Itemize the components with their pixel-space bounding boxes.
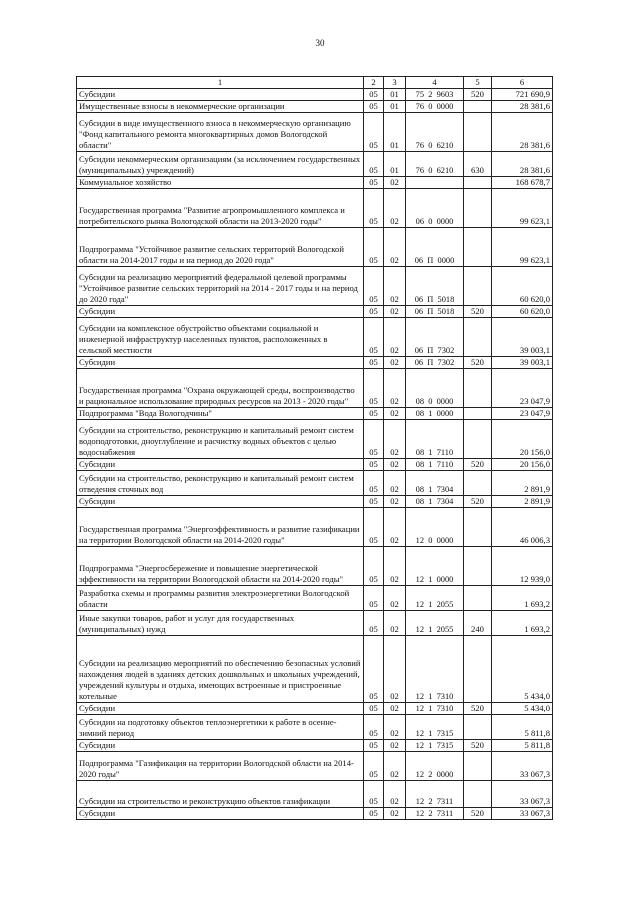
row-target-article-cell: 76 0 0000 xyxy=(406,101,464,113)
row-name-cell: Субсидии xyxy=(77,808,364,820)
row-expense-type-cell xyxy=(464,752,492,781)
row-target-article-cell: 12 1 7310 xyxy=(406,636,464,703)
row-amount-cell: 60 620,0 xyxy=(492,306,553,318)
row-amount-cell: 1 693,2 xyxy=(492,611,553,636)
row-target-article-cell: 12 1 7315 xyxy=(406,715,464,740)
row-expense-type-cell xyxy=(464,715,492,740)
row-section-cell: 05 xyxy=(364,306,384,318)
row-name-cell: Подпрограмма "Устойчивое развитие сельских территорий Вологодской области на 2014-2017 годы и на период до 2020 года" xyxy=(77,228,364,267)
row-target-article-cell: 06 П 7302 xyxy=(406,318,464,357)
row-expense-type-cell: 520 xyxy=(464,740,492,752)
row-name-cell: Субсидии на строительство, реконструкцию и капитальный ремонт систем отведения сточных вод xyxy=(77,471,364,496)
row-name-cell: Государственная программа "Энергоэффективность и развитие газификации на территории Вологодской области на 2014-2020 годы" xyxy=(77,508,364,547)
row-subsection-cell: 02 xyxy=(384,752,406,781)
table-row xyxy=(77,408,553,420)
row-target-article-cell: 06 П 0000 xyxy=(406,228,464,267)
row-target-article-cell: 12 1 7315 xyxy=(406,740,464,752)
row-name-cell: Государственная программа "Охрана окружающей среды, воспроизводство и рациональное использование природных ресурсов на 2013 - 2020 годы" xyxy=(77,369,364,408)
row-amount-cell: 5 434,0 xyxy=(492,636,553,703)
row-section-cell: 05 xyxy=(364,508,384,547)
row-subsection-cell: 02 xyxy=(384,267,406,306)
row-name-cell: Субсидии на реализацию мероприятий федеральной целевой программы "Устойчивое развитие сельских территорий на 2014 - 2017 годы и на период до 2020 года" xyxy=(77,267,364,306)
row-subsection-cell: 02 xyxy=(384,611,406,636)
row-target-article-cell: 08 1 7110 xyxy=(406,459,464,471)
row-subsection-cell: 02 xyxy=(384,547,406,586)
row-expense-type-cell xyxy=(464,586,492,611)
row-target-article-cell: 12 2 7311 xyxy=(406,808,464,820)
row-name-cell: Субсидии xyxy=(77,496,364,508)
row-amount-cell: 721 690,9 xyxy=(492,89,553,101)
row-amount-cell: 99 623,1 xyxy=(492,189,553,228)
row-section-cell: 05 xyxy=(364,408,384,420)
row-target-article-cell: 12 1 0000 xyxy=(406,547,464,586)
row-subsection-cell: 02 xyxy=(384,471,406,496)
row-amount-cell: 5 811,8 xyxy=(492,740,553,752)
row-target-article-cell: 06 П 5018 xyxy=(406,267,464,306)
row-subsection-cell: 02 xyxy=(384,369,406,408)
row-subsection-cell: 02 xyxy=(384,357,406,369)
row-section-cell: 05 xyxy=(364,611,384,636)
row-section-cell: 05 xyxy=(364,369,384,408)
row-expense-type-cell: 520 xyxy=(464,459,492,471)
table-row xyxy=(77,715,553,740)
row-section-cell: 05 xyxy=(364,781,384,808)
row-expense-type-cell: 520 xyxy=(464,89,492,101)
row-expense-type-cell xyxy=(464,369,492,408)
header-cell: 2 xyxy=(364,77,384,89)
row-amount-cell: 5 434,0 xyxy=(492,703,553,715)
row-target-article-cell: 06 0 0000 xyxy=(406,189,464,228)
row-expense-type-cell xyxy=(464,547,492,586)
row-expense-type-cell xyxy=(464,471,492,496)
row-subsection-cell: 02 xyxy=(384,420,406,459)
row-subsection-cell: 02 xyxy=(384,703,406,715)
table-row xyxy=(77,703,553,715)
row-subsection-cell: 02 xyxy=(384,496,406,508)
row-amount-cell: 168 678,7 xyxy=(492,177,553,189)
table-row xyxy=(77,267,553,306)
row-section-cell: 05 xyxy=(364,471,384,496)
table-row xyxy=(77,101,553,113)
row-subsection-cell: 02 xyxy=(384,318,406,357)
table-row xyxy=(77,306,553,318)
row-name-cell: Субсидии xyxy=(77,306,364,318)
row-subsection-cell: 02 xyxy=(384,459,406,471)
row-target-article-cell: 08 1 7304 xyxy=(406,471,464,496)
row-name-cell: Субсидии xyxy=(77,357,364,369)
row-target-article-cell: 08 1 0000 xyxy=(406,408,464,420)
row-amount-cell: 33 067,3 xyxy=(492,752,553,781)
row-section-cell: 05 xyxy=(364,547,384,586)
row-amount-cell: 46 006,3 xyxy=(492,508,553,547)
row-expense-type-cell xyxy=(464,177,492,189)
row-target-article-cell: 12 2 0000 xyxy=(406,752,464,781)
row-expense-type-cell: 240 xyxy=(464,611,492,636)
row-name-cell: Субсидии xyxy=(77,89,364,101)
row-expense-type-cell: 520 xyxy=(464,808,492,820)
row-subsection-cell: 02 xyxy=(384,408,406,420)
row-amount-cell: 33 067,3 xyxy=(492,781,553,808)
row-name-cell: Субсидии некоммерческим организациям (за исключением государственных (муниципальных) учреждений) xyxy=(77,152,364,177)
row-section-cell: 05 xyxy=(364,101,384,113)
row-section-cell: 05 xyxy=(364,89,384,101)
row-amount-cell: 60 620,0 xyxy=(492,267,553,306)
row-amount-cell: 39 003,1 xyxy=(492,357,553,369)
row-expense-type-cell xyxy=(464,101,492,113)
row-subsection-cell: 02 xyxy=(384,636,406,703)
row-target-article-cell xyxy=(406,177,464,189)
row-amount-cell: 20 156,0 xyxy=(492,420,553,459)
row-name-cell: Субсидии xyxy=(77,459,364,471)
row-name-cell: Субсидии xyxy=(77,703,364,715)
row-amount-cell: 20 156,0 xyxy=(492,459,553,471)
row-name-cell: Субсидии на строительство и реконструкцию объектов газификации xyxy=(77,781,364,808)
row-amount-cell: 28 381,6 xyxy=(492,113,553,152)
table-row xyxy=(77,152,553,177)
row-expense-type-cell xyxy=(464,267,492,306)
row-expense-type-cell xyxy=(464,781,492,808)
table-row xyxy=(77,228,553,267)
row-section-cell: 05 xyxy=(364,715,384,740)
header-cell: 5 xyxy=(464,77,492,89)
row-amount-cell: 2 891,9 xyxy=(492,496,553,508)
row-amount-cell: 12 939,0 xyxy=(492,547,553,586)
table-row xyxy=(77,611,553,636)
row-target-article-cell: 08 1 7304 xyxy=(406,496,464,508)
row-section-cell: 05 xyxy=(364,357,384,369)
header-cell: 4 xyxy=(406,77,464,89)
table-row xyxy=(77,636,553,703)
row-name-cell: Субсидии на подготовку объектов теплоэнергетики к работе в осенне-зимний период xyxy=(77,715,364,740)
row-target-article-cell: 12 1 2055 xyxy=(406,611,464,636)
table-row xyxy=(77,547,553,586)
row-amount-cell: 99 623,1 xyxy=(492,228,553,267)
row-subsection-cell: 02 xyxy=(384,740,406,752)
row-target-article-cell: 12 0 0000 xyxy=(406,508,464,547)
row-name-cell: Субсидии xyxy=(77,740,364,752)
row-section-cell: 05 xyxy=(364,740,384,752)
row-name-cell: Субсидии в виде имущественного взноса в некоммерческую организацию "Фонд капитального ремонта многоквартирных домов Вологодской области" xyxy=(77,113,364,152)
row-expense-type-cell xyxy=(464,408,492,420)
row-subsection-cell: 02 xyxy=(384,715,406,740)
row-section-cell: 05 xyxy=(364,177,384,189)
row-name-cell: Субсидии на комплексное обустройство объектами социальной и инженерной инфраструктур населенных пунктов, расположенных в сельской местности xyxy=(77,318,364,357)
row-name-cell: Подпрограмма "Газификация на территории Вологодской области на 2014-2020 годы" xyxy=(77,752,364,781)
table-row xyxy=(77,471,553,496)
table-row xyxy=(77,357,553,369)
row-target-article-cell: 08 0 0000 xyxy=(406,369,464,408)
row-name-cell: Подпрограмма "Энергосбережение и повышение энергетической эффективности на территории Вологодской области на 2014-2020 годы" xyxy=(77,547,364,586)
row-subsection-cell: 02 xyxy=(384,177,406,189)
row-section-cell: 05 xyxy=(364,636,384,703)
row-name-cell: Субсидии на реализацию мероприятий по обеспечению безопасных условий нахождения людей в зданиях детских дошкольных и школьных учреждений, учреждений культуры и отдыха, имеющих встроенные и пристроенные котельные xyxy=(77,636,364,703)
row-expense-type-cell xyxy=(464,508,492,547)
table-row xyxy=(77,740,553,752)
row-amount-cell: 23 047,9 xyxy=(492,408,553,420)
table-row xyxy=(77,808,553,820)
row-section-cell: 05 xyxy=(364,496,384,508)
row-target-article-cell: 76 0 6210 xyxy=(406,152,464,177)
row-section-cell: 05 xyxy=(364,808,384,820)
row-section-cell: 05 xyxy=(364,267,384,306)
row-section-cell: 05 xyxy=(364,189,384,228)
row-subsection-cell: 02 xyxy=(384,306,406,318)
budget-table xyxy=(76,76,553,820)
row-subsection-cell: 01 xyxy=(384,89,406,101)
row-target-article-cell: 06 П 7302 xyxy=(406,357,464,369)
row-section-cell: 05 xyxy=(364,420,384,459)
row-expense-type-cell: 520 xyxy=(464,306,492,318)
budget-table-body xyxy=(77,77,553,820)
row-subsection-cell: 02 xyxy=(384,508,406,547)
row-amount-cell: 1 693,2 xyxy=(492,586,553,611)
row-subsection-cell: 02 xyxy=(384,189,406,228)
row-name-cell: Имущественные взносы в некоммерческие организации xyxy=(77,101,364,113)
row-subsection-cell: 02 xyxy=(384,781,406,808)
page-number: 30 xyxy=(315,38,325,48)
table-row xyxy=(77,459,553,471)
row-amount-cell: 39 003,1 xyxy=(492,318,553,357)
table-row xyxy=(77,177,553,189)
row-target-article-cell: 06 П 5018 xyxy=(406,306,464,318)
row-section-cell: 05 xyxy=(364,113,384,152)
row-section-cell: 05 xyxy=(364,586,384,611)
row-expense-type-cell: 630 xyxy=(464,152,492,177)
row-expense-type-cell: 520 xyxy=(464,496,492,508)
row-amount-cell: 33 067,3 xyxy=(492,808,553,820)
row-expense-type-cell xyxy=(464,420,492,459)
row-expense-type-cell xyxy=(464,318,492,357)
row-name-cell: Государственная программа "Развитие агропромышленного комплекса и потребительского рынка Вологодской области на 2013-2020 годы" xyxy=(77,189,364,228)
header-cell: 6 xyxy=(492,77,553,89)
table-row xyxy=(77,781,553,808)
row-section-cell: 05 xyxy=(364,152,384,177)
row-target-article-cell: 75 2 9603 xyxy=(406,89,464,101)
row-subsection-cell: 01 xyxy=(384,152,406,177)
row-expense-type-cell: 520 xyxy=(464,357,492,369)
table-row xyxy=(77,420,553,459)
row-name-cell: Коммунальное хозяйство xyxy=(77,177,364,189)
table-row xyxy=(77,369,553,408)
row-amount-cell: 23 047,9 xyxy=(492,369,553,408)
row-subsection-cell: 01 xyxy=(384,101,406,113)
row-section-cell: 05 xyxy=(364,752,384,781)
row-target-article-cell: 12 2 7311 xyxy=(406,781,464,808)
row-amount-cell: 28 381,6 xyxy=(492,152,553,177)
row-amount-cell: 2 891,9 xyxy=(492,471,553,496)
row-section-cell: 05 xyxy=(364,459,384,471)
row-amount-cell: 28 381,6 xyxy=(492,101,553,113)
row-target-article-cell: 08 1 7110 xyxy=(406,420,464,459)
row-expense-type-cell: 520 xyxy=(464,703,492,715)
row-amount-cell: 5 811,8 xyxy=(492,715,553,740)
table-row xyxy=(77,318,553,357)
row-name-cell: Подпрограмма "Вода Вологодчины" xyxy=(77,408,364,420)
row-expense-type-cell xyxy=(464,636,492,703)
table-row xyxy=(77,508,553,547)
row-target-article-cell: 76 0 6210 xyxy=(406,113,464,152)
row-section-cell: 05 xyxy=(364,703,384,715)
row-target-article-cell: 12 1 2055 xyxy=(406,586,464,611)
table-header-row xyxy=(77,77,553,89)
row-name-cell: Субсидии на строительство, реконструкцию и капитальный ремонт систем водоподготовки, дноуглубление и расчистку водных объектов с целью водоснабжения xyxy=(77,420,364,459)
table-row xyxy=(77,113,553,152)
table-row xyxy=(77,752,553,781)
table-row xyxy=(77,586,553,611)
table-row xyxy=(77,496,553,508)
header-cell: 1 xyxy=(77,77,364,89)
header-cell: 3 xyxy=(384,77,406,89)
row-name-cell: Иные закупки товаров, работ и услуг для государственных (муниципальных) нужд xyxy=(77,611,364,636)
row-section-cell: 05 xyxy=(364,228,384,267)
row-section-cell: 05 xyxy=(364,318,384,357)
row-expense-type-cell xyxy=(464,113,492,152)
row-target-article-cell: 12 1 7310 xyxy=(406,703,464,715)
row-name-cell: Разработка схемы и программы развития электроэнергетики Вологодской области xyxy=(77,586,364,611)
row-subsection-cell: 02 xyxy=(384,808,406,820)
row-expense-type-cell xyxy=(464,189,492,228)
table-row xyxy=(77,89,553,101)
row-subsection-cell: 01 xyxy=(384,113,406,152)
row-subsection-cell: 02 xyxy=(384,228,406,267)
table-row xyxy=(77,189,553,228)
row-expense-type-cell xyxy=(464,228,492,267)
row-subsection-cell: 02 xyxy=(384,586,406,611)
